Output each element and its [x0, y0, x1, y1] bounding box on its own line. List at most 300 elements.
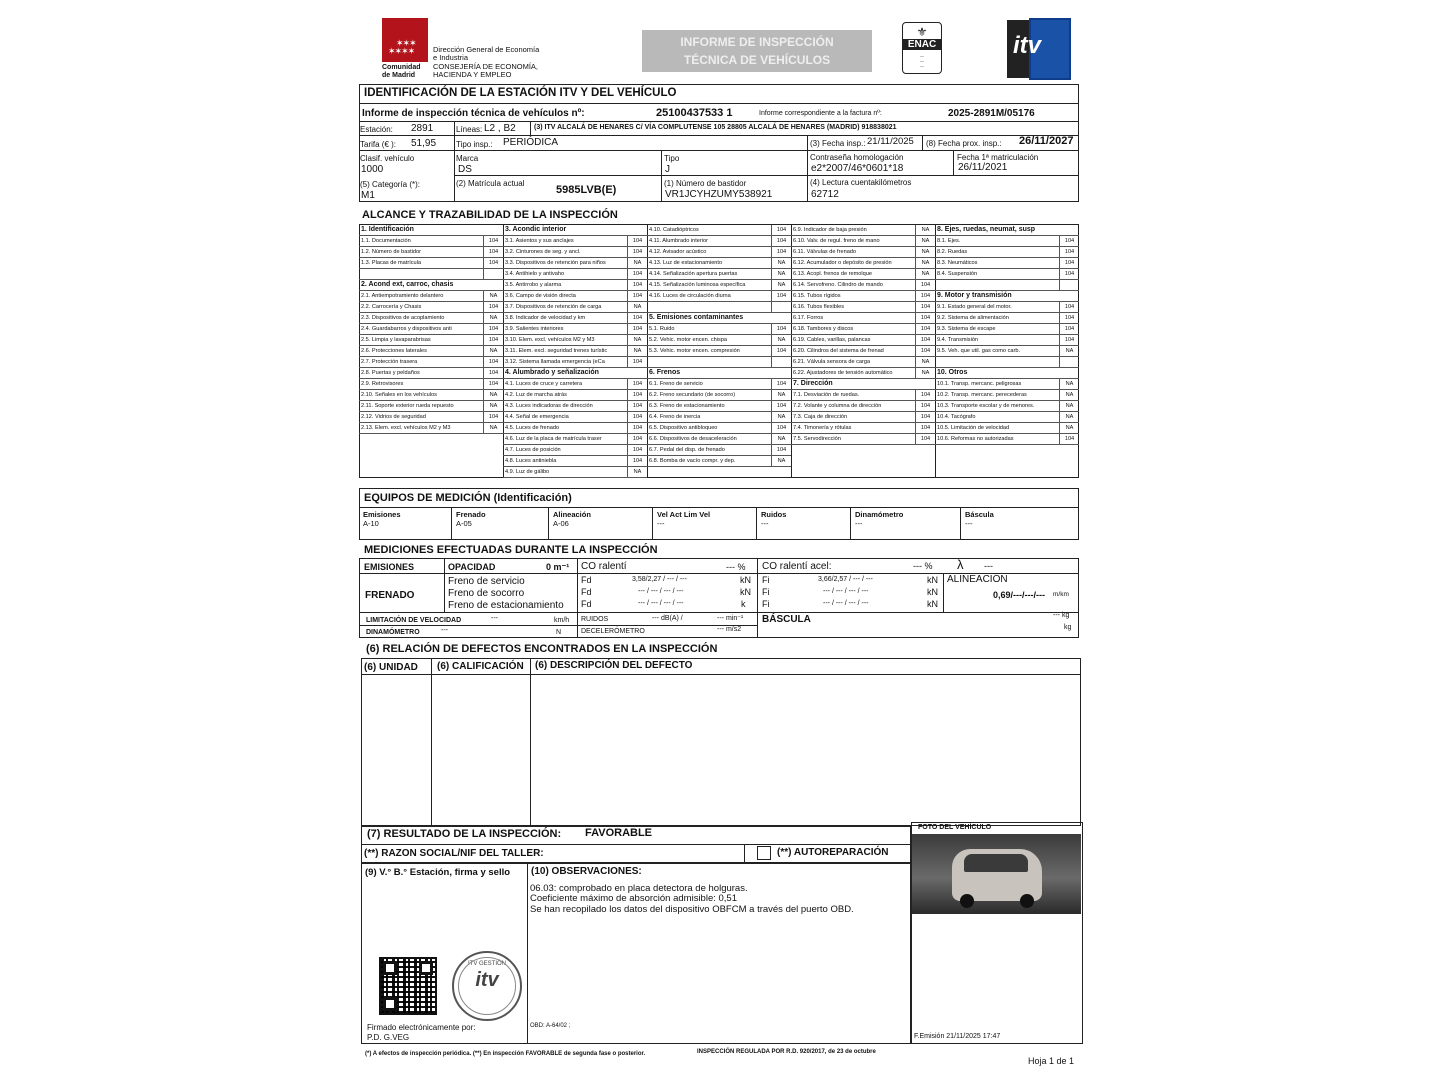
- scope-item-label: 2.12. Vidrios de seguridad: [361, 414, 426, 420]
- scope-item: [647, 390, 791, 401]
- meas-lambda: λ: [957, 557, 964, 572]
- scope-item-code: NA: [483, 390, 503, 401]
- scope-item-code: 104: [1059, 302, 1079, 313]
- date-value: 21/11/2025: [867, 136, 914, 147]
- scope-item: [647, 357, 791, 368]
- meas-decelerometro: DECELERÓMETRO: [581, 628, 645, 635]
- scope-item-code: NA: [1059, 346, 1079, 357]
- meas-freno-socorro: Freno de socorro: [448, 588, 525, 599]
- scope-item-code: 104: [1059, 335, 1079, 346]
- scope-item-label: 6.1. Freno de servicio: [649, 381, 703, 387]
- taller-label: (**) RAZON SOCIAL/NIF DEL TALLER:: [364, 848, 544, 859]
- scope-item-label: 3.8. Indicador de velocidad y km: [505, 315, 586, 321]
- scope-item: [503, 467, 647, 478]
- scope-item-label: 6. Frenos: [649, 369, 681, 376]
- meas-fi-1: Fi: [762, 575, 770, 585]
- meas-min-value: --- min⁻¹: [717, 615, 744, 622]
- scope-item: [935, 423, 1079, 434]
- scope-item: [647, 313, 791, 324]
- scope-item-label: 6.4. Freno de inercia: [649, 414, 701, 420]
- scope-item-code: 104: [627, 456, 647, 467]
- scope-item-code: [771, 357, 791, 368]
- scope-item-code: NA: [771, 280, 791, 291]
- lines-value: L2 , B2: [484, 123, 516, 134]
- scope-item-code: NA: [915, 258, 935, 269]
- meas-dinamometro-value: ---: [441, 627, 448, 634]
- scope-item-label: 3.12. Sistema llamada emergencia (eCa: [505, 359, 605, 365]
- scope-item-label: 2.8. Puertas y peldaños: [361, 370, 420, 376]
- scope-item-label: 10.5. Limitación de velocidad: [937, 425, 1010, 431]
- scope-item: [935, 269, 1079, 280]
- scope-item-code: 104: [1059, 269, 1079, 280]
- meas-co-acel-value: --- %: [913, 561, 933, 571]
- scope-item: [935, 324, 1079, 335]
- equip-item-label: Emisiones: [363, 510, 401, 519]
- class-label: Clasif. vehículo: [360, 154, 415, 163]
- scope-item-code: NA: [1059, 390, 1079, 401]
- scope-item-code: 104: [1059, 236, 1079, 247]
- scope-item-code: NA: [771, 269, 791, 280]
- scope-item-label: 3.7. Dispositivos de retención de carga: [505, 304, 602, 310]
- scope-item: [791, 225, 935, 236]
- meas-co-ralenti: CO ralentí: [581, 561, 627, 572]
- scope-item-label: 4.12. Avisador acústico: [649, 249, 707, 255]
- scope-item-label: 2.4. Guardabarros y dispositivos anti: [361, 326, 452, 332]
- scope-item-code: NA: [915, 225, 935, 236]
- station-desc: (3) ITV ALCALÁ DE HENARES C/ VÍA COMPLUTENSE 105 28805 ALCALÁ DE HENARES (MADRID) 918838021: [534, 124, 897, 131]
- scope-item-label: 1.3. Placas de matrícula: [361, 260, 422, 266]
- scope-item: [503, 456, 647, 467]
- scope-item-label: 2.1. Antiempotramiento delantero: [361, 293, 444, 299]
- scope-item-code: [1059, 357, 1079, 368]
- scope-item-label: 2.11. Soporte exterior rueda repuesto: [361, 403, 454, 409]
- meas-dinamometro: DINAMÓMETRO: [366, 629, 420, 636]
- report-stamp: INFORME DE INSPECCIÓN TÉCNICA DE VEHÍCULOS: [642, 30, 872, 72]
- scope-item: [359, 313, 503, 324]
- scope-item-label: 7.1. Desviación de ruedas.: [793, 392, 860, 398]
- scope-item: [503, 401, 647, 412]
- scope-item: [359, 302, 503, 313]
- scope-item-code: 104: [915, 335, 935, 346]
- meas-kg-2: kg: [1064, 624, 1072, 631]
- scope-item: [503, 269, 647, 280]
- scope-item: [359, 346, 503, 357]
- scope-item-label: 9. Motor y transmisión: [937, 292, 1012, 299]
- scope-item: [647, 445, 791, 456]
- scope-item-code: 104: [915, 291, 935, 302]
- scope-item-label: 2.3. Dispositivos de acoplamiento: [361, 315, 445, 321]
- scope-item: [647, 302, 791, 313]
- scope-item-label: 4.2. Luz de marcha atrás: [505, 392, 567, 398]
- scope-item-label: 10.3. Transporte escolar y de menores.: [937, 403, 1035, 409]
- scope-item-code: 104: [627, 291, 647, 302]
- scope-item: [647, 434, 791, 445]
- fee-label: Tarifa (€ ):: [360, 140, 397, 149]
- scope-item-label: 8.3. Neumáticos: [937, 260, 978, 266]
- scope-item-label: 4.14. Señalización apertura puertas: [649, 271, 738, 277]
- scope-item-label: 10.1. Transp. mercanc. peligrosas: [937, 381, 1022, 387]
- scope-item: [647, 236, 791, 247]
- scope-item: [647, 456, 791, 467]
- scope-item: [359, 401, 503, 412]
- scope-item-code: 104: [627, 423, 647, 434]
- scope-item-label: 6.15. Tubos rígidos: [793, 293, 841, 299]
- scope-item-label: 1.1. Documentación: [361, 238, 411, 244]
- odo-value: 62712: [811, 189, 839, 200]
- scope-item-code: 104: [483, 368, 503, 379]
- scope-item: [503, 280, 647, 291]
- meas-kn-2: kN: [740, 587, 751, 597]
- scope-item: [935, 280, 1079, 291]
- type-label: Tipo insp.:: [456, 140, 493, 149]
- equip-item-label: Báscula: [965, 510, 994, 519]
- equip-item-value: A-10: [363, 519, 379, 528]
- scope-item-code: 104: [483, 236, 503, 247]
- scope-item-label: 6.21. Válvula sensora de carga: [793, 359, 871, 365]
- scope-item-label: 3.1. Asientos y sus anclajes: [505, 238, 574, 244]
- scope-item: [359, 390, 503, 401]
- equip-item: [960, 507, 1079, 540]
- meas-fd-soc-value: --- / --- / --- / ---: [638, 588, 684, 595]
- scope-item-label: 3.4. Antihielo y antivaho: [505, 271, 565, 277]
- scope-item-label: 3.2. Cinturones de seg. y ancl.: [505, 249, 581, 255]
- scope-item-code: 104: [483, 324, 503, 335]
- scope-item-code: 104: [771, 346, 791, 357]
- scope-item: [647, 280, 791, 291]
- emission-date: F.Emisión 21/11/2025 17:47: [914, 1033, 1001, 1040]
- homol-label: Contraseña homologación: [810, 153, 904, 162]
- meas-alineacion-value: 0,69/---/---/---: [993, 590, 1045, 600]
- equip-item-value: ---: [855, 519, 863, 528]
- scope-item: [647, 368, 791, 379]
- scope-item: [935, 412, 1079, 423]
- meas-lambda-value: ---: [984, 561, 993, 571]
- madrid-logo: ✶✶✶✶ ✶✶✶ Comunidad de Madrid: [382, 18, 428, 80]
- cat-label: (5) Categoría (*):: [360, 180, 421, 189]
- scope-item-code: NA: [627, 302, 647, 313]
- scope-item-label: 6.14. Servofreno. Cilindro de mando: [793, 282, 883, 288]
- scope-item: [359, 247, 503, 258]
- scope-item: [359, 335, 503, 346]
- meas-opacidad: OPACIDAD: [448, 562, 496, 572]
- scope-item-code: NA: [1059, 401, 1079, 412]
- scope-item: [647, 412, 791, 423]
- scope-item: [935, 379, 1079, 390]
- scope-item-label: 4.11. Alumbrado interior: [649, 238, 708, 244]
- scope-item: [791, 390, 935, 401]
- meas-n-unit: N: [556, 629, 562, 636]
- scope-item-code: NA: [771, 456, 791, 467]
- scope-item: [503, 357, 647, 368]
- meas-fi-soc-value: --- / --- / --- / ---: [823, 588, 869, 595]
- meas-freno-servicio: Freno de servicio: [448, 576, 525, 587]
- scope-item-code: 104: [483, 247, 503, 258]
- scope-item-label: 7.2. Volante y columna de dirección: [793, 403, 882, 409]
- scope-item-label: 2.2. Carrocería y Chasis: [361, 304, 422, 310]
- next-date-label: (8) Fecha prox. insp.:: [926, 139, 1002, 148]
- meas-opacidad-value: 0 m⁻¹: [546, 562, 570, 572]
- scope-item-label: 4.6. Luz de la placa de matrícula traser: [505, 436, 602, 442]
- scope-item-code: 104: [915, 324, 935, 335]
- scope-item: [935, 302, 1079, 313]
- class-value: 1000: [361, 164, 384, 175]
- scope-item-code: NA: [483, 291, 503, 302]
- scope-item: [503, 390, 647, 401]
- scope-item-code: NA: [915, 236, 935, 247]
- scope-item-code: 104: [771, 236, 791, 247]
- scope-item: [791, 291, 935, 302]
- scope-item-code: 104: [1059, 247, 1079, 258]
- scope-item-label: 2.10. Señales en los vehículos: [361, 392, 437, 398]
- scope-item-label: 6.9. Indicador de baja presión: [793, 227, 867, 233]
- scope-item: [935, 390, 1079, 401]
- scope-item-code: NA: [627, 335, 647, 346]
- scope-item: [647, 401, 791, 412]
- scope-item-label: 8. Ejes, ruedas, neumat, susp: [937, 226, 1036, 233]
- vehicle-photo: [912, 834, 1081, 914]
- scope-item-code: 104: [915, 401, 935, 412]
- scope-item-code: 104: [627, 280, 647, 291]
- scope-item-label: 4.5. Luces de frenado: [505, 425, 560, 431]
- fee-value: 51,95: [411, 138, 437, 149]
- scope-item: [935, 335, 1079, 346]
- scope-item: [791, 236, 935, 247]
- scope-item: [503, 335, 647, 346]
- scope-item-label: 6.5. Dispositivo antibloqueo: [649, 425, 718, 431]
- scope-item: [647, 258, 791, 269]
- scope-item: [359, 357, 503, 368]
- scope-item-label: 3.10. Elem. excl. vehículos M2 y M3: [505, 337, 595, 343]
- scope-item: [935, 247, 1079, 258]
- scope-item-label: 6.20. Cilindros del sistema de frenad: [793, 348, 884, 354]
- scope-item-label: 7. Dirección: [793, 380, 833, 387]
- scope-item-code: 104: [915, 412, 935, 423]
- scope-item-code: NA: [771, 412, 791, 423]
- scope-item-label: 4. Alumbrado y señalización: [505, 369, 599, 376]
- scope-item-code: 104: [1059, 258, 1079, 269]
- scope-item: [503, 423, 647, 434]
- scope-item: [791, 313, 935, 324]
- lines-label: Líneas:: [456, 125, 483, 134]
- scope-item-code: 104: [483, 412, 503, 423]
- meas-decelerometro-value: --- m/s2: [717, 626, 742, 633]
- scope-item-label: 1. Identificación: [361, 226, 414, 233]
- scope-item-label: 8.1. Ejes.: [937, 238, 961, 244]
- scope-item: [359, 324, 503, 335]
- equip-item-value: ---: [761, 519, 769, 528]
- scope-item: [503, 368, 647, 379]
- obs-label: (10) OBSERVACIONES:: [531, 866, 642, 877]
- scope-item-label: 9.2. Sistema de alimentación: [937, 315, 1009, 321]
- scope-item: [935, 401, 1079, 412]
- defects-col-calificacion: (6) CALIFICACIÓN: [437, 661, 524, 672]
- homol-value: e2*2007/46*0601*18: [811, 163, 904, 174]
- scope-item-code: NA: [771, 258, 791, 269]
- scope-item: [935, 346, 1079, 357]
- scope-item-label: 6.17. Forros: [793, 315, 824, 321]
- scope-item: [791, 434, 935, 445]
- meas-freno-estacionamiento: Freno de estacionamiento: [448, 600, 564, 611]
- first-reg-value: 26/11/2021: [958, 162, 1008, 173]
- scope-item: [791, 302, 935, 313]
- scope-item-code: NA: [915, 269, 935, 280]
- scope-item: [935, 313, 1079, 324]
- page-number: Hoja 1 de 1: [1028, 1056, 1075, 1066]
- scope-item-label: 4.15. Señalización luminosa específica: [649, 282, 746, 288]
- report-no: 25100437533 1: [656, 107, 733, 119]
- scope-item-label: 4.1. Luces de cruce y carretera: [505, 381, 583, 387]
- scope-item-label: 7.5. Servodirección: [793, 436, 841, 442]
- scope-item: [503, 412, 647, 423]
- scope-item-label: 9.1. Estado general del motor.: [937, 304, 1012, 310]
- meas-fd-3: Fd: [581, 599, 592, 609]
- scope-item-label: 10.6. Reformas no autorizadas: [937, 436, 1014, 442]
- station-label: Estación:: [360, 125, 393, 134]
- scope-item-code: 104: [483, 335, 503, 346]
- scope-item-label: 1.2. Número de bastidor: [361, 249, 422, 255]
- meas-fd-1: Fd: [581, 575, 592, 585]
- scope-item-label: 4.4. Señal de emergencia: [505, 414, 569, 420]
- scope-item: [935, 434, 1079, 445]
- scope-item-label: 9.4. Transmisión: [937, 337, 979, 343]
- meas-fi-kn-3: kN: [927, 599, 938, 609]
- scope-item-code: 104: [771, 445, 791, 456]
- equip-item-label: Dinamómetro: [855, 510, 904, 519]
- scope-item: [503, 258, 647, 269]
- scope-item: [503, 379, 647, 390]
- result-value: FAVORABLE: [585, 827, 653, 839]
- scope-item-code: 104: [627, 269, 647, 280]
- meas-bascula: BÁSCULA: [762, 614, 811, 625]
- scope-item: [791, 335, 935, 346]
- equip-item-label: Vel Act Lim Vel: [657, 510, 711, 519]
- scope-item: [359, 291, 503, 302]
- meas-co-ralenti-value: --- %: [726, 562, 746, 572]
- scope-item-code: 104: [627, 434, 647, 445]
- meas-k-3: k: [741, 599, 746, 609]
- scope-item-label: 6.13. Acopl. frenos de remolque: [793, 271, 872, 277]
- meas-fi-est-value: --- / --- / --- / ---: [823, 600, 869, 607]
- regulation-note: INSPECCIÓN REGULADA POR R.D. 920/2017, de 23 de octubre: [697, 1049, 876, 1055]
- scope-item: [647, 225, 791, 236]
- scope-item: [503, 434, 647, 445]
- defects-col-unidad: (6) UNIDAD: [364, 662, 418, 673]
- report-label: Informe de inspección técnica de vehículos nº:: [362, 108, 585, 119]
- meas-alineacion: ALINEACIÓN: [947, 574, 1008, 585]
- scope-item: [647, 247, 791, 258]
- meas-fd-est-value: --- / --- / --- / ---: [638, 600, 684, 607]
- scope-item-label: 10.2. Transp. mercanc. perecederas: [937, 392, 1027, 398]
- scope-item: [791, 258, 935, 269]
- enac-logo: ⚜ ENAC — — —: [902, 22, 942, 74]
- scope-item-label: 2.7. Protección trasera: [361, 359, 418, 365]
- autorep-checkbox[interactable]: [757, 846, 771, 860]
- scope-item-code: NA: [627, 346, 647, 357]
- scope-item-label: 6.22. Ajustadores de tensión automático: [793, 370, 893, 376]
- scope-item: [647, 324, 791, 335]
- vin-value: VR1JCYHZUMY538921: [665, 189, 773, 200]
- scope-item-label: 6.2. Freno secundario (de socorro): [649, 392, 736, 398]
- invoice-no: 2025-2891M/05176: [948, 108, 1035, 119]
- scope-item-label: 8.2. Ruedas: [937, 249, 968, 255]
- vb-label: (9) V.° B.° Estación, firma y sello: [365, 867, 511, 878]
- scope-item: [791, 346, 935, 357]
- photo-label: FOTO DEL VEHÍCULO: [918, 824, 992, 831]
- scope-item: [935, 357, 1079, 368]
- scope-item: [647, 379, 791, 390]
- scope-item: [791, 412, 935, 423]
- scope-item-label: 7.4. Timonería y rótulas: [793, 425, 852, 431]
- equip-item-label: Frenado: [456, 510, 486, 519]
- scope-item-code: NA: [627, 258, 647, 269]
- meas-fd-serv-value: 3,58/2,27 / --- / ---: [632, 576, 687, 583]
- equip-item-value: A-06: [553, 519, 569, 528]
- scope-item-label: 4.16. Luces de circulación diurna: [649, 293, 731, 299]
- scope-item-label: 5.2. Vehic. motor encen. chispa: [649, 337, 728, 343]
- scope-item-label: 6.11. Válvulas de frenado: [793, 249, 857, 255]
- equip-item-value: ---: [657, 519, 665, 528]
- scope-item-code: 104: [771, 324, 791, 335]
- scope-item-label: 7.3. Caja de dirección: [793, 414, 848, 420]
- observations: 06.03: comprobado en placa detectora de holguras. Coeficiente máximo de absorción admisible: 0,51 Se han recopilado los datos del dispositivo OBFCM a través del puerto OBD.: [530, 883, 854, 915]
- scope-item-code: 104: [483, 302, 503, 313]
- itv-logo: itv: [1007, 18, 1071, 80]
- scope-item-code: 104: [771, 225, 791, 236]
- scope-item: [791, 280, 935, 291]
- meas-frenado: FRENADO: [365, 590, 415, 601]
- scope-item: [359, 412, 503, 423]
- scope-item: [935, 258, 1079, 269]
- scope-item: [647, 269, 791, 280]
- meas-co-acel: CO ralentí acel:: [762, 561, 832, 572]
- scope-item-label: 9.5. Veh. que util. gas como carb.: [937, 348, 1021, 354]
- scope-item-code: 104: [627, 236, 647, 247]
- scope-item: [935, 291, 1079, 302]
- scope-item: [503, 225, 647, 236]
- scope-item: [791, 401, 935, 412]
- scope-item: [359, 280, 503, 291]
- equip-item-label: Alineación: [553, 510, 591, 519]
- scope-item: [503, 324, 647, 335]
- meas-fi-3: Fi: [762, 599, 770, 609]
- scope-item-code: 104: [771, 247, 791, 258]
- scope-item-code: NA: [627, 467, 647, 478]
- cat-value: M1: [361, 190, 375, 201]
- scope-item-code: [483, 269, 503, 280]
- equip-item: [652, 507, 756, 540]
- org-text: Dirección General de Economía e Industria CONSEJERÍA DE ECONOMÍA, HACIENDA Y EMPLEO: [433, 45, 540, 79]
- scope-item: [503, 291, 647, 302]
- scope-item-label: 6.8. Bomba de vacío compr. y dep.: [649, 458, 736, 464]
- equip-item-value: A-05: [456, 519, 472, 528]
- scope-item-label: 2.5. Limpia y lavaparabrisas: [361, 337, 431, 343]
- scope-item: [647, 335, 791, 346]
- scope-item-label: 8.4. Suspensión: [937, 271, 978, 277]
- scope-item: [791, 324, 935, 335]
- scope-item-label: 6.3. Freno de estacionamiento: [649, 403, 725, 409]
- meas-kg-1: --- kg: [1053, 612, 1070, 619]
- scope-title: ALCANCE Y TRAZABILIDAD DE LA INSPECCIÓN: [362, 209, 618, 221]
- scope-item-code: NA: [1059, 379, 1079, 390]
- scope-item-label: 3.3. Dispositivos de retención para niños: [505, 260, 606, 266]
- meas-fd-2: Fd: [581, 587, 592, 597]
- brand-label: Marca: [456, 154, 479, 163]
- signature: Firmado electrónicamente por: P.D. G.VEG: [367, 1023, 476, 1042]
- scope-item: [503, 302, 647, 313]
- scope-item-code: NA: [915, 247, 935, 258]
- scope-item: [503, 445, 647, 456]
- invoice-label: Informe correspondiente a la factura nº:: [759, 110, 882, 117]
